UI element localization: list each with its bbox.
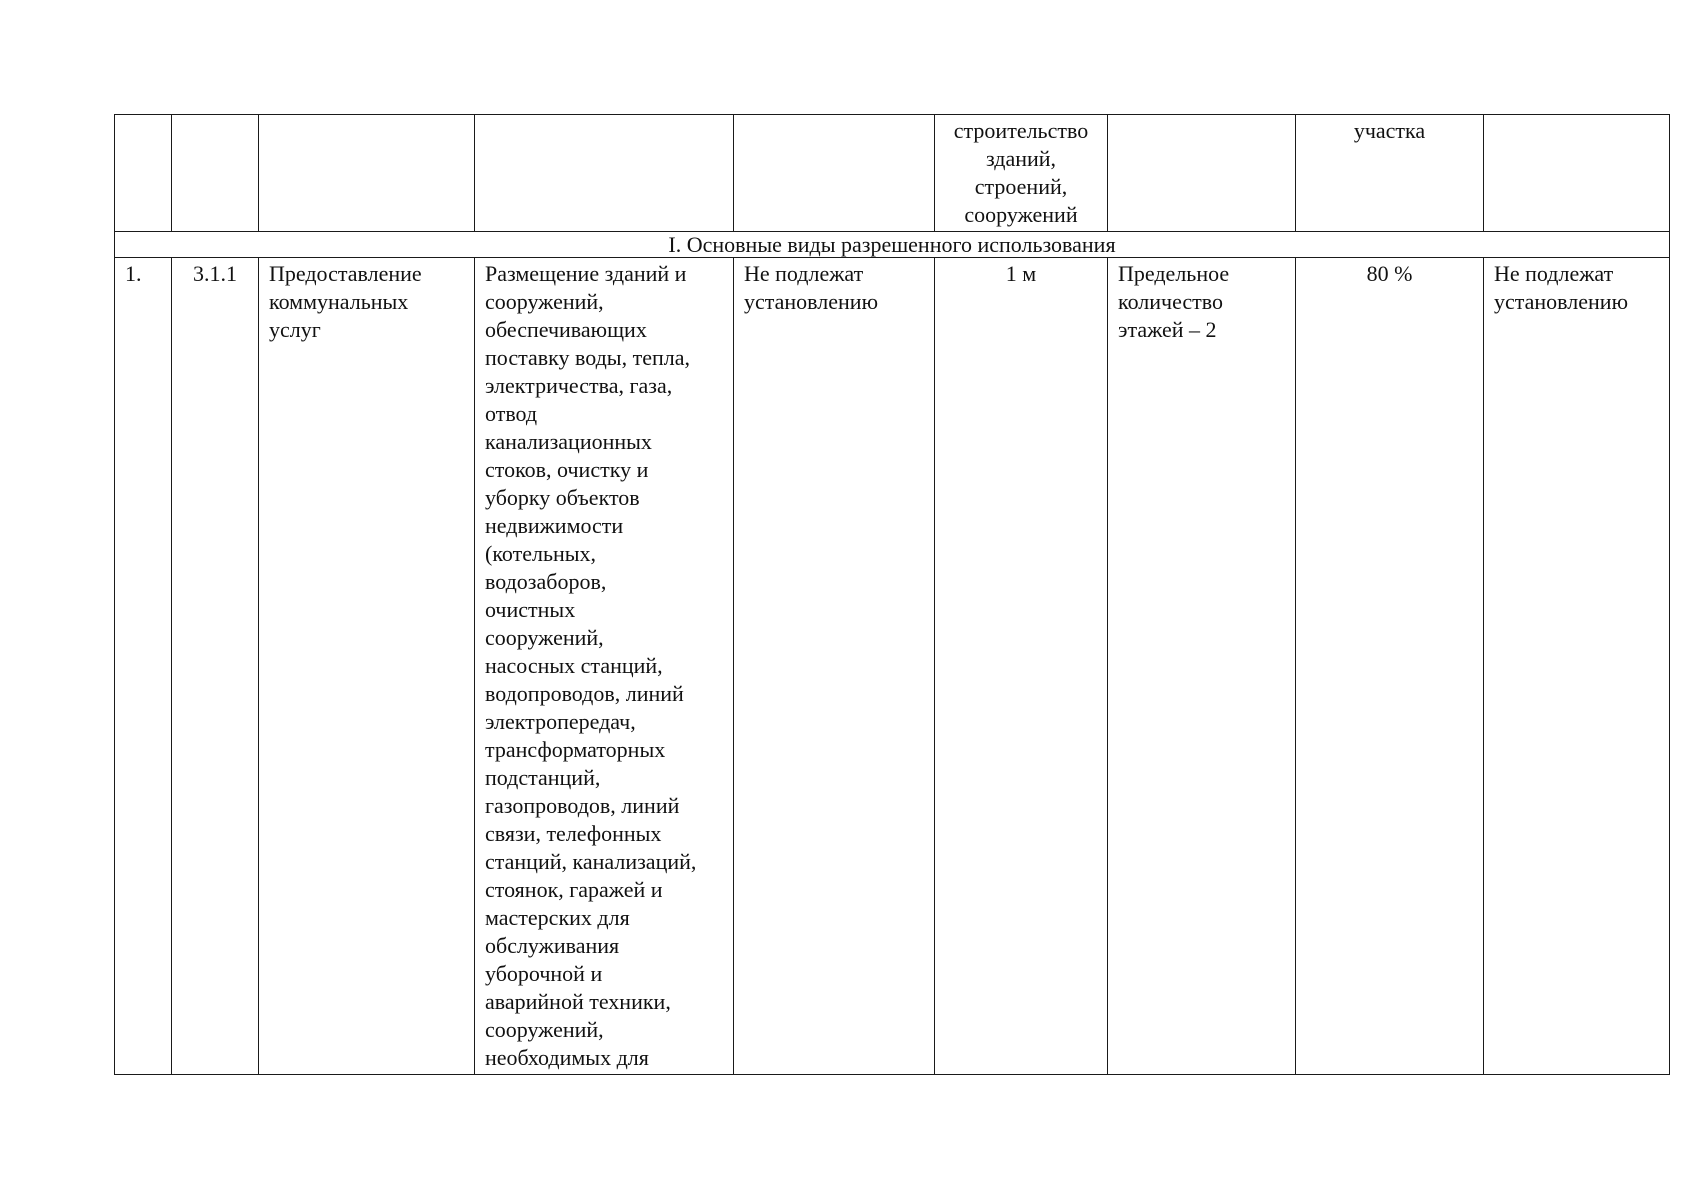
entry-name: Предоставление коммунальных услуг [259,258,475,1075]
entry-setback: 1 м [935,258,1108,1075]
entry-number: 1. [115,258,172,1075]
section-heading: I. Основные виды разрешенного использования [115,232,1670,258]
continued-row [115,115,1670,232]
entry-other: Не подлежат установлению [1484,258,1670,1075]
cell-empty-2 [172,115,259,232]
entry-code: 3.1.1 [172,258,259,1075]
cell-empty-3 [259,115,475,232]
cell-empty-1 [115,115,172,232]
cell-plot-text: участка [1296,115,1484,232]
cell-empty-5 [734,115,935,232]
entry-floors: Предельное количество этажей – 2 [1108,258,1296,1075]
regulations-table [114,114,1670,1075]
cell-empty-4 [475,115,734,232]
cell-empty-9 [1484,115,1670,232]
entry-description: Размещение зданий и сооружений, обеспечивающих поставку воды, тепла, электричества, газа, отвод канализационных стоков, очистку и уборку объектов недвижимости (котельных, водозаборов, очистных сооружений, насосных станций, водопроводов, линий электропередач, трансформаторных подстанций, газопроводов, линий связи, телефонных станций, канализаций, стоянок, гаражей и мастерских для обслуживания уборочной и аварийной техники, сооружений, необходимых для [475,258,734,1075]
cell-empty-7 [1108,115,1296,232]
section-heading-row [115,232,1670,258]
table-row [115,258,1670,1075]
entry-coverage: 80 % [1296,258,1484,1075]
entry-plot-size: Не подлежат установлению [734,258,935,1075]
cell-construction-text: строительство зданий, строений, сооружений [935,115,1108,232]
